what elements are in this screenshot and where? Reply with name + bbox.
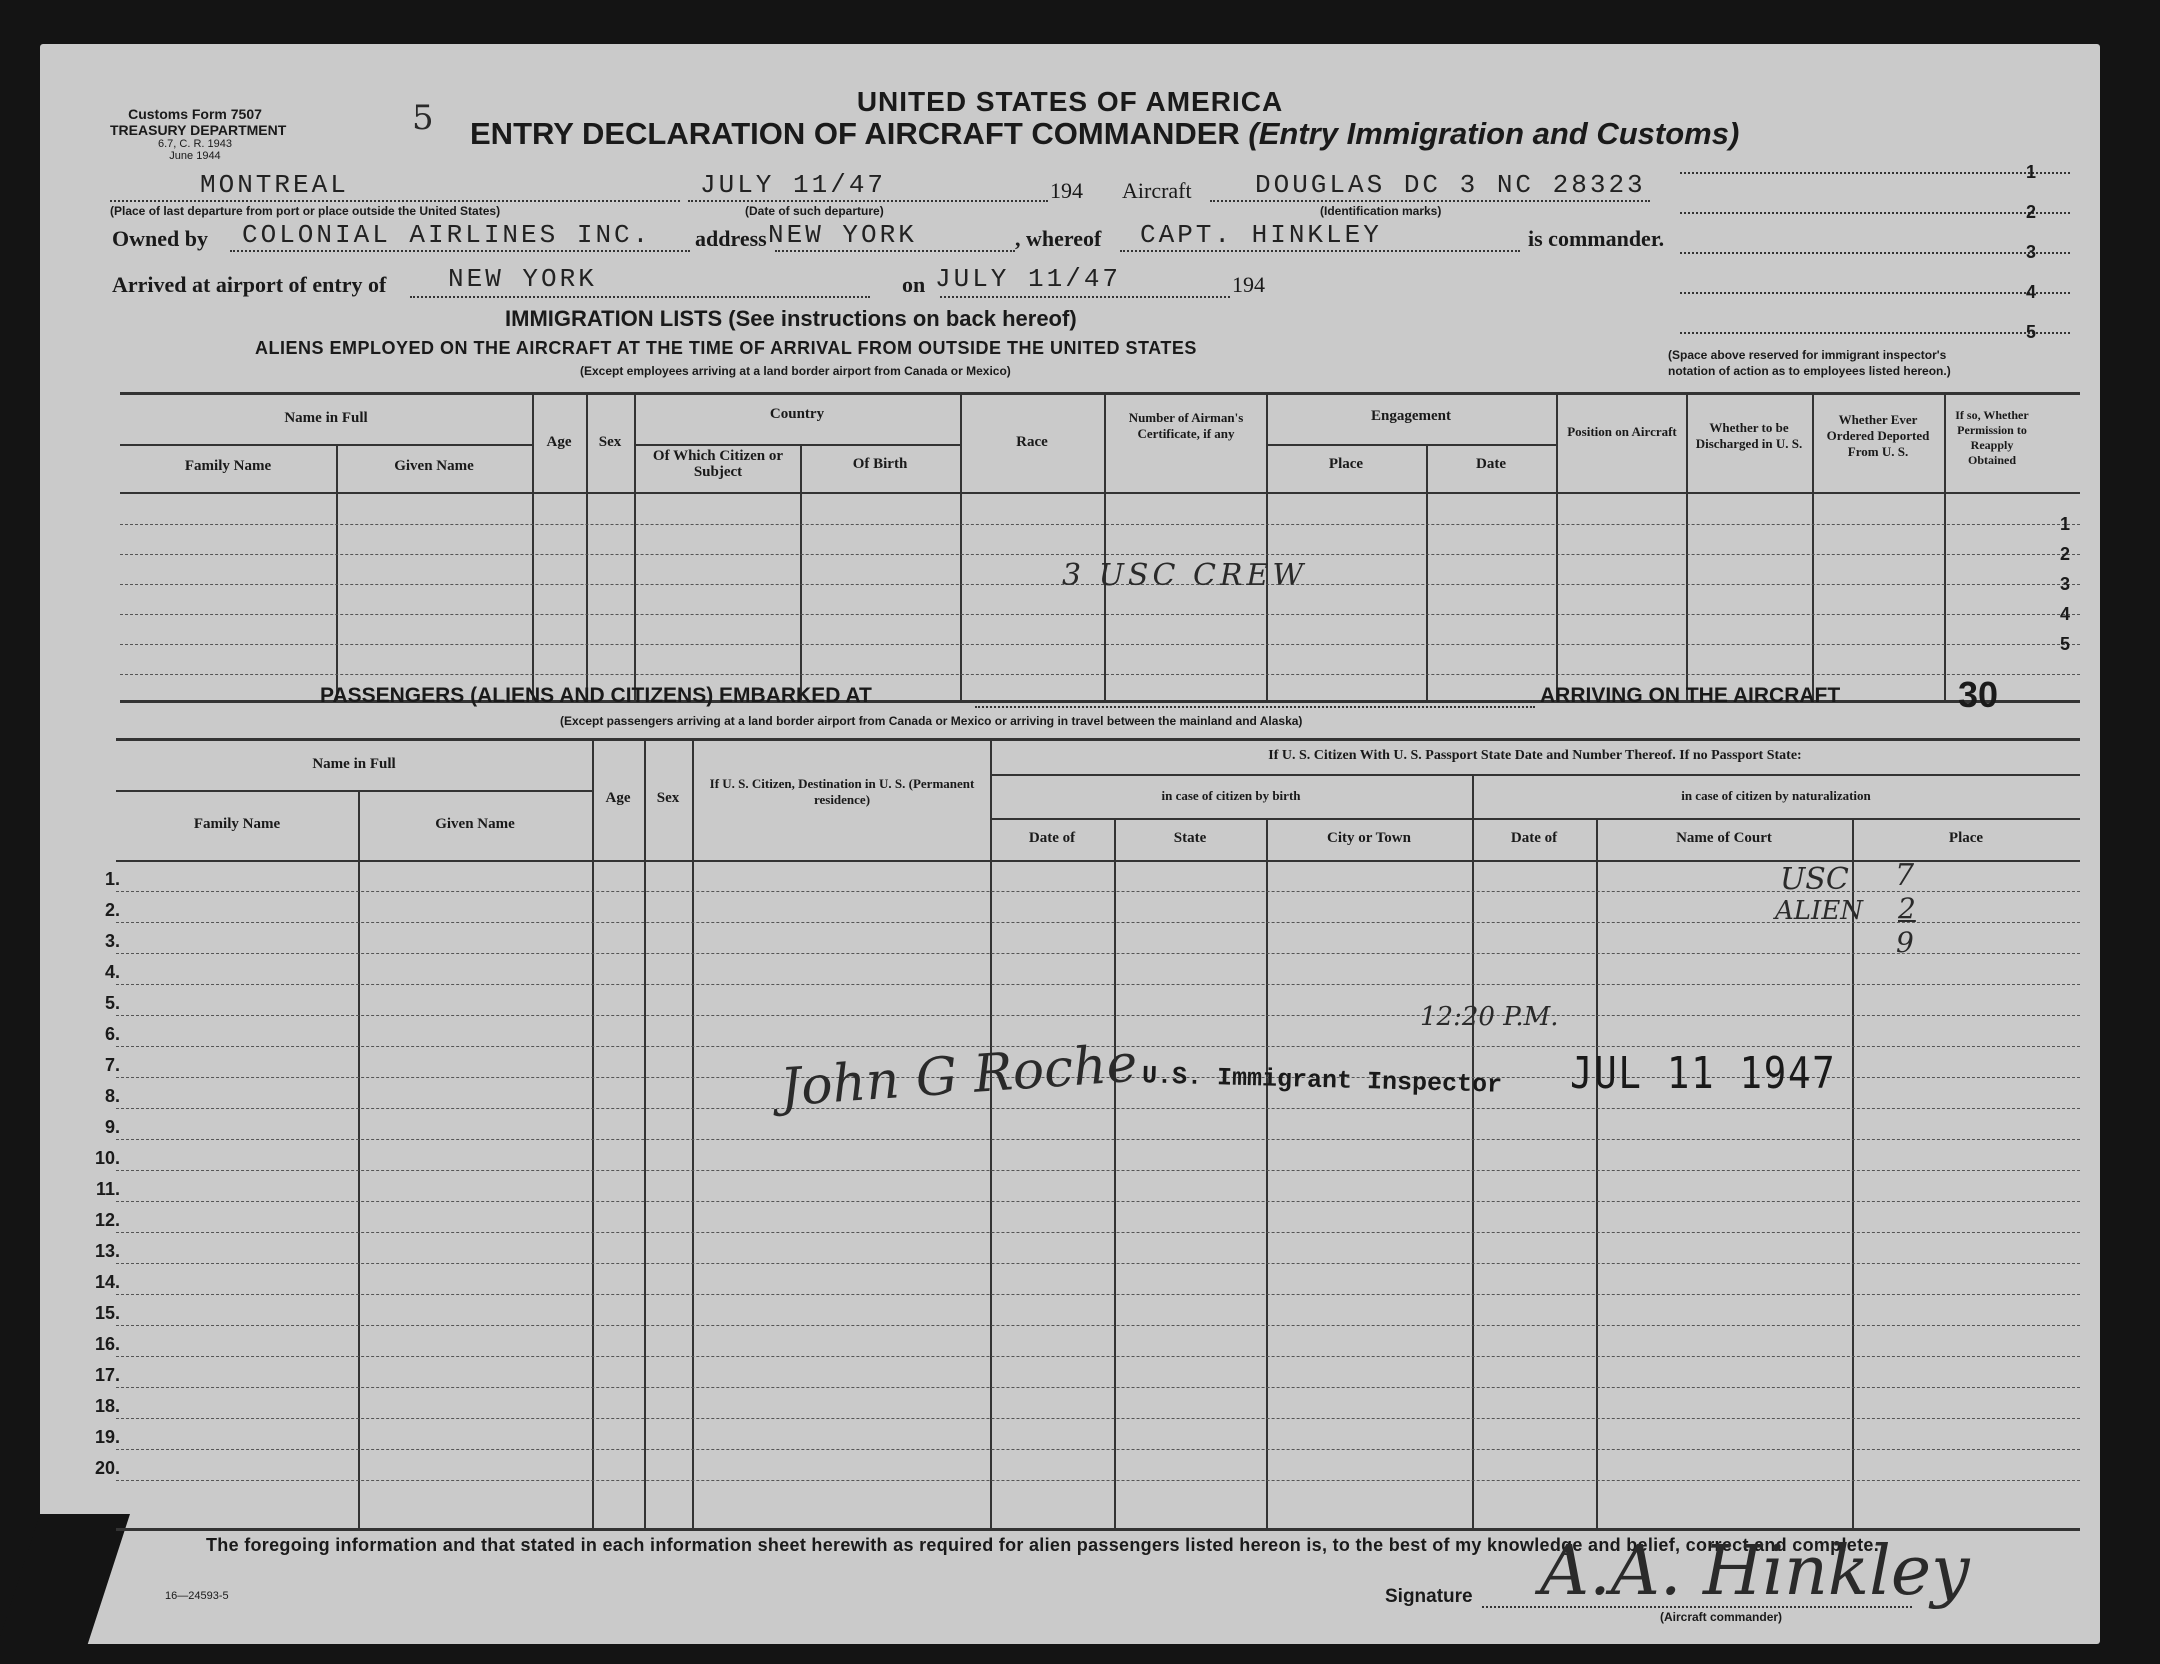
pax-col-court: Name of Court	[1676, 830, 1772, 846]
immigration-subnote: (Except employees arriving at a land border airport from Canada or Mexico)	[580, 364, 1011, 378]
passenger-row-number: 11.	[95, 1179, 120, 1199]
passenger-row-line	[116, 1356, 2080, 1357]
year-prefix-1: 194	[1050, 178, 1083, 203]
pax-col-state: State	[1173, 830, 1207, 846]
imm-col-birth: Of Birth	[852, 456, 908, 472]
imm-col-cert: Number of Airman's Certificate, if any	[1128, 410, 1244, 441]
departure-value: MONTREAL	[200, 170, 349, 200]
imm-row-5: 5	[2059, 634, 2070, 654]
side-caption-2: notation of action as to employees listed hereon.)	[1668, 364, 1951, 378]
on-label: on	[902, 272, 926, 297]
imm-col-date: Date	[1476, 456, 1506, 472]
imm-col-country: Country	[769, 406, 825, 422]
inspector-signature: John G Roche	[778, 1033, 1140, 1119]
side-line-5: 5	[2026, 322, 2037, 342]
is-commander-label: is commander.	[1528, 226, 1665, 251]
immigration-subtitle: ALIENS EMPLOYED ON THE AIRCRAFT AT THE TIME OF ARRIVAL FROM OUTSIDE THE UNITED STATES	[255, 338, 1197, 358]
crew-note: 3 USC CREW	[1062, 558, 1308, 593]
imm-col-citizen: Of Which Citizen or Subject	[652, 448, 784, 480]
tally-usc-count: 7	[1895, 858, 1915, 893]
passenger-row-number: 14.	[94, 1272, 120, 1292]
country-title: UNITED STATES OF AMERICA	[856, 86, 1284, 117]
passenger-row-line	[116, 1232, 2080, 1233]
pax-col-date-of-2: Date of	[1510, 830, 1558, 846]
imm-col-family: Family Name	[184, 458, 272, 474]
inspection-date-stamp: JUL 11 1947	[1570, 1048, 1837, 1099]
passenger-row-number: 5.	[104, 993, 120, 1013]
passenger-row-number: 8.	[104, 1086, 120, 1106]
passenger-row-line	[116, 1449, 2080, 1450]
passenger-row-line	[116, 1480, 2080, 1481]
pax-col-nat-case: in case of citizen by naturalization	[1681, 788, 1871, 803]
departure-date-caption: (Date of such departure)	[745, 204, 884, 218]
signature-caption: (Aircraft commander)	[1660, 1610, 1783, 1624]
imm-row-3: 3	[2059, 574, 2070, 594]
departure-caption: (Place of last departure from port or place outside the United States)	[110, 204, 501, 218]
owned-label: Owned by	[112, 226, 208, 251]
signature-label: Signature	[1385, 1586, 1473, 1607]
pax-col-sex: Sex	[656, 790, 680, 806]
tally-alien-count: 2	[1898, 892, 1916, 925]
year-prefix-2: 194	[1232, 272, 1265, 297]
passenger-row-number: 12.	[94, 1210, 120, 1230]
form-page	[40, 44, 2100, 1644]
tally-total: 9	[1896, 926, 1914, 959]
commander-signature: A.A. Hinkley	[1540, 1532, 1970, 1611]
time-note: 12:20 P.M.	[1420, 1002, 1559, 1032]
aircraft-value: DOUGLAS DC 3 NC 28323	[1255, 170, 1646, 200]
side-line-2: 2	[2026, 202, 2037, 222]
side-caption-1: (Space above reserved for immigrant inspector's	[1668, 348, 1947, 362]
imm-col-age: Age	[546, 434, 572, 450]
imm-row-2: 2	[2059, 544, 2070, 564]
passenger-row-number: 6.	[104, 1024, 120, 1044]
pax-col-destination: If U. S. Citizen, Destination in U. S. (Permanent residence)	[709, 776, 975, 807]
whereof-label: , whereof	[1015, 226, 1102, 251]
passenger-row-number: 19.	[94, 1427, 120, 1447]
imm-col-place: Place	[1328, 456, 1364, 472]
arrived-value: NEW YORK	[448, 264, 597, 294]
passenger-row-line	[116, 1170, 2080, 1171]
pax-col-birth-case: in case of citizen by birth	[1161, 788, 1301, 803]
imm-col-sex: Sex	[598, 434, 622, 450]
passenger-row-line	[116, 953, 2080, 954]
form-number: Customs Form 7507	[128, 106, 262, 122]
form-title: ENTRY DECLARATION OF AIRCRAFT COMMANDER (Entry Immigration and Customs)	[470, 116, 1740, 151]
declaration-statement: The foregoing information and that stated in each information sheet herewith as required for alien passengers listed hereon is, to the best of my knowledge and belief, correct and complete.	[206, 1535, 1879, 1555]
imm-row-4: 4	[2059, 604, 2070, 624]
imm-col-race: Race	[1016, 434, 1048, 450]
pax-col-passport: If U. S. Citizen With U. S. Passport State Date and Number Thereof. If no Passport State:	[1268, 748, 1802, 763]
imm-col-permission: If so, Whether Permission to Reapply Obtained	[1955, 408, 2029, 467]
aircraft-caption: (Identification marks)	[1320, 204, 1442, 218]
passenger-row-number: 4.	[104, 962, 120, 982]
form-stock-number: 16—24593-5	[165, 1590, 229, 1602]
passenger-row-number: 3.	[104, 931, 120, 951]
passenger-row-line	[116, 984, 2080, 985]
imm-col-discharged: Whether to be Discharged in U. S.	[1695, 420, 1803, 451]
passengers-subnote: (Except passengers arriving at a land border airport from Canada or Mexico or arriving in travel between the mainland and Alaska)	[560, 714, 1303, 728]
page-mark: 5	[412, 98, 434, 138]
passenger-row-line	[116, 1387, 2080, 1388]
pax-col-given: Given Name	[435, 816, 515, 832]
form-cfr: 6.7, C. R. 1943	[158, 138, 232, 150]
passenger-row-number: 13.	[94, 1241, 120, 1261]
passenger-row-line	[116, 1201, 2080, 1202]
passenger-row-line	[116, 1325, 2080, 1326]
pax-col-date-of: Date of	[1028, 830, 1076, 846]
aircraft-label: Aircraft	[1122, 178, 1192, 203]
passenger-count: 30	[1958, 674, 1999, 715]
passenger-row-line	[116, 1294, 2080, 1295]
form-date: June 1944	[169, 150, 221, 162]
commander-value: CAPT. HINKLEY	[1140, 220, 1382, 250]
arrived-label: Arrived at airport of entry of	[112, 272, 387, 297]
side-line-3: 3	[2026, 242, 2037, 262]
passenger-row-line	[116, 1418, 2080, 1419]
imm-col-deported: Whether Ever Ordered Deported From U. S.	[1826, 412, 1930, 459]
pax-col-name-full: Name in Full	[312, 756, 396, 772]
imm-row-1: 1	[2059, 514, 2070, 534]
passenger-row-number: 17.	[94, 1365, 120, 1385]
departure-date-value: JULY 11/47	[700, 170, 887, 200]
tally-alien: ALIEN	[1775, 896, 1864, 926]
imm-col-name-full: Name in Full	[284, 410, 368, 426]
passengers-arriving: ARRIVING ON THE AIRCRAFT	[1540, 684, 1841, 707]
immigration-title: IMMIGRATION LISTS (See instructions on back hereof)	[505, 306, 1077, 331]
passenger-row-line	[116, 1263, 2080, 1264]
address-label: address	[695, 226, 767, 251]
owner-value: COLONIAL AIRLINES INC.	[242, 220, 652, 250]
address-value: NEW YORK	[768, 220, 917, 250]
imm-col-given: Given Name	[394, 458, 474, 474]
tally-usc: USC	[1780, 862, 1849, 897]
inspector-title: U.S. Immigrant Inspector	[1141, 1061, 1503, 1100]
side-line-4: 4	[2026, 282, 2037, 302]
passenger-row-line	[116, 1015, 2080, 1016]
side-line-1: 1	[2026, 162, 2037, 182]
arrived-date-value: JULY 11/47	[935, 264, 1122, 294]
passenger-row-number: 7.	[104, 1055, 120, 1075]
passenger-row-number: 9.	[104, 1117, 120, 1137]
passenger-row-number: 1.	[104, 869, 120, 889]
passenger-row-number: 10.	[94, 1148, 120, 1168]
pax-col-place: Place	[1948, 830, 1984, 846]
passenger-row-number: 2.	[104, 900, 120, 920]
passenger-row-number: 16.	[94, 1334, 120, 1354]
form-department: TREASURY DEPARTMENT	[110, 122, 287, 138]
pax-col-city: City or Town	[1327, 830, 1411, 846]
passenger-row-line	[116, 1108, 2080, 1109]
passenger-row-number: 18.	[94, 1396, 120, 1416]
pax-col-family: Family Name	[193, 816, 281, 832]
imm-col-position: Position on Aircraft	[1567, 424, 1677, 439]
imm-col-engagement: Engagement	[1371, 408, 1451, 424]
passenger-row-line	[116, 1139, 2080, 1140]
passengers-title: PASSENGERS (ALIENS AND CITIZENS) EMBARKED AT	[320, 684, 872, 707]
passenger-row-number: 20.	[94, 1458, 120, 1478]
pax-col-age: Age	[605, 790, 631, 806]
passenger-row-number: 15.	[94, 1303, 120, 1323]
